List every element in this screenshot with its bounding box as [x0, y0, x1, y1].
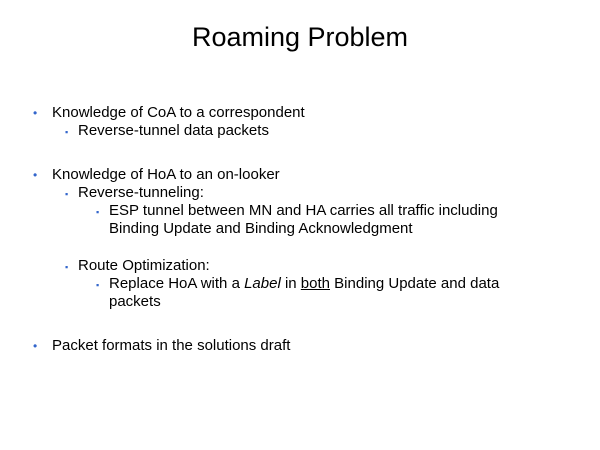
bullet-text-coa: Knowledge of CoA to a correspondent: [52, 104, 305, 121]
bullet-text-reverse-tunnel: Reverse-tunnel data packets: [78, 122, 269, 139]
bullet-level3-icon: ▪: [96, 280, 100, 290]
bullet-level2-icon: ▪: [65, 262, 69, 272]
text-segment: Replace HoA with a: [109, 275, 245, 292]
bullet-text-reverse-tunneling: Reverse-tunneling:: [78, 184, 204, 201]
bullet-level1-icon: •: [33, 339, 38, 353]
both-term: both: [300, 275, 330, 292]
slide-title: Roaming Problem: [191, 22, 409, 52]
bullet-level1-icon: •: [33, 106, 38, 120]
bullet-text-packets: packets: [109, 293, 161, 310]
bullet-text-route-optimization: Route Optimization:: [78, 257, 210, 274]
bullet-text-packet-formats: Packet formats in the solutions draft: [52, 337, 291, 354]
bullet-text-esp-line2: Binding Update and Binding Acknowledgment: [109, 220, 413, 237]
bullet-text-esp-line1: ESP tunnel between MN and HA carries all traffic including: [109, 202, 498, 219]
bullet-text-hoa: Knowledge of HoA to an on-looker: [52, 166, 280, 183]
bullet-level1-icon: •: [33, 168, 38, 182]
bullet-level2-icon: ▪: [65, 127, 69, 137]
text-segment: in: [280, 275, 301, 292]
text-segment: Binding Update and data: [330, 275, 500, 292]
bullet-level3-icon: ▪: [96, 207, 100, 217]
bullet-text-replace-hoa: [109, 275, 499, 293]
bullet-level2-icon: ▪: [65, 189, 69, 199]
label-term: Label: [244, 275, 281, 292]
